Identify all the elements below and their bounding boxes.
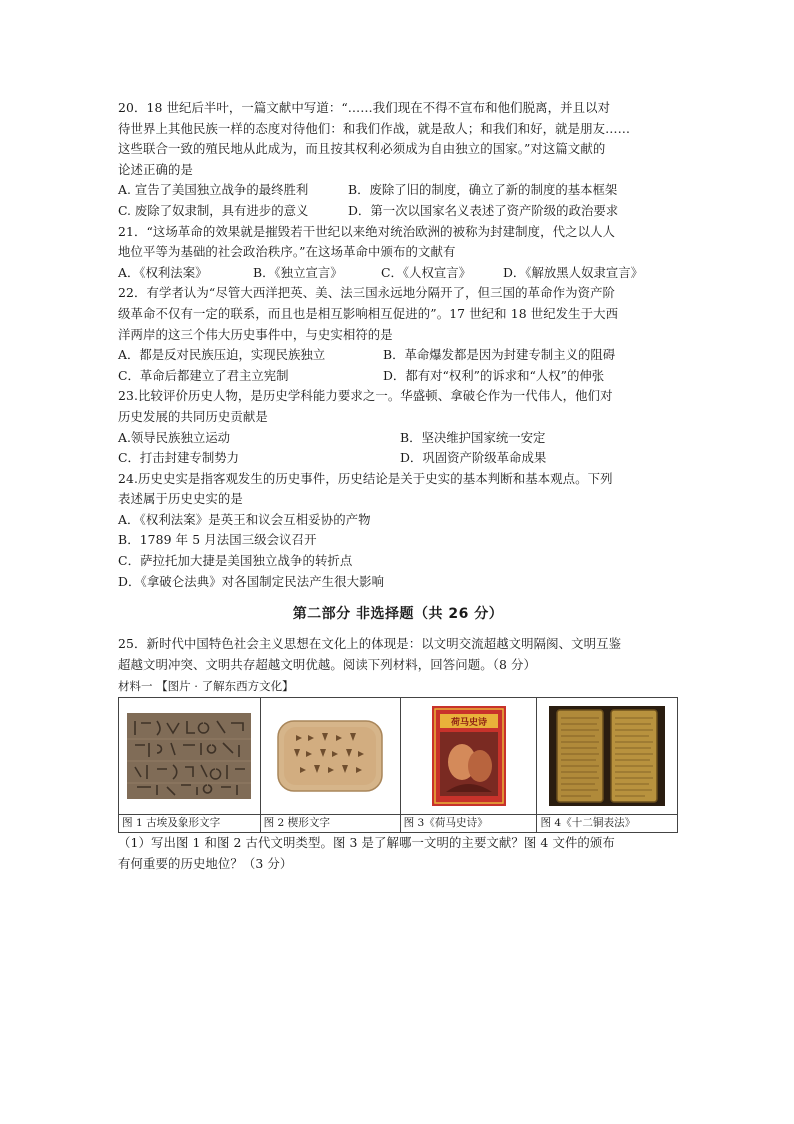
option-row — [118, 428, 678, 449]
figure-4-caption: 图 4《十二铜表法》 — [537, 815, 678, 833]
option-d: D．《拿破仑法典》对各国制定民法产生很大影响 — [118, 573, 385, 589]
question-text-line: 这些联合一致的殖民地从此成为，而且按其权利必须成为自由独立的国家。”对这篇文献的 — [118, 141, 606, 157]
figure-table — [118, 697, 678, 833]
option-c: C．萨拉托加大捷是美国独立战争的转折点 — [118, 553, 353, 569]
option-d: D．都有对“权利”的诉求和“人权”的伸张 — [383, 367, 605, 383]
hieroglyph-stone-image — [127, 713, 251, 799]
question-text-line: 洋两岸的这三个伟大历史事件中，与史实相符的是 — [118, 326, 393, 342]
question-25 — [118, 634, 678, 874]
option-row — [118, 345, 678, 366]
figure-3-cell — [400, 698, 537, 815]
figure-4-cell — [537, 698, 678, 815]
option-a: A. 宣告了美国独立战争的最终胜利 — [118, 182, 309, 198]
option-a: A.领导民族独立运动 — [118, 429, 231, 445]
option-a: A．《权利法案》 — [118, 264, 208, 280]
option-b: B．废除了旧的制度，确立了新的制度的基本框架 — [348, 182, 618, 198]
material-label: 材料一 【图片 · 了解东西方文化】 — [118, 679, 294, 694]
question-21 — [118, 222, 678, 284]
option-row — [118, 180, 678, 201]
question-22 — [118, 283, 678, 386]
question-24 — [118, 469, 678, 593]
question-text-line: 待世界上其他民族一样的态度对待他们：和我们作战，就是敌人；和我们和好，就是朋友…… — [118, 120, 631, 136]
figure-2-caption: 图 2 楔形文字 — [260, 815, 400, 833]
figure-2-cell — [260, 698, 400, 815]
option-c: C．打击封建专制势力 — [118, 450, 239, 466]
option-a: A．都是反对民族压迫，实现民族独立 — [118, 347, 326, 363]
question-text-line: 超越文明冲突、文明共存超越文明优越。阅读下列材料，回答问题。（8 分） — [118, 656, 537, 672]
question-text-line: 25．新时代中国特色社会主义思想在文化上的体现是：以文明交流超越文明隔阂、文明互鉴 — [118, 636, 622, 652]
question-20 — [118, 98, 678, 222]
option-b: B．1789 年 5 月法国三级会议召开 — [118, 532, 317, 548]
question-text-line: 20．18 世纪后半叶，一篇文献中写道：“……我们现在不得不宣布和他们脱离，并且以对 — [118, 100, 611, 115]
question-text-line: 级革命不仅有一定的联系，而且也是相互影响相互促进的”。17 世纪和 18 世纪发生于大西 — [118, 305, 619, 321]
figure-1-caption: 图 1 古埃及象形文字 — [119, 815, 261, 833]
book-cover-title: 荷马史诗 — [450, 718, 487, 729]
figure-1-cell — [119, 698, 261, 815]
sub-question-text-line: 有何重要的历史地位？（3 分） — [118, 856, 293, 872]
section-title: 第二部分 非选择题（共 26 分） — [292, 606, 504, 623]
option-row — [118, 201, 678, 222]
option-d: D．巩固资产阶级革命成果 — [400, 450, 547, 466]
option-d: D．第一次以国家名义表述了资产阶级的政治要求 — [348, 202, 619, 218]
sub-question-text-line: （1）写出图 1 和图 2 古代文明类型。图 3 是了解哪一文明的主要文献？图 4 文件的颁布 — [118, 835, 615, 851]
question-23 — [118, 386, 678, 468]
question-text-line: 23.比较评价历史人物，是历史学科能力要求之一。华盛顿、拿破仑作为一代伟人，他们对 — [118, 388, 613, 404]
question-text-line: 21．“这场革命的效果就是摧毁若干世纪以来绝对统治欧洲的被称为封建制度，代之以人人 — [118, 223, 616, 239]
option-row — [118, 263, 678, 284]
option-c: C．《人权宣言》 — [381, 264, 472, 280]
option-c: C. 废除了奴隶制，具有进步的意义 — [118, 202, 309, 218]
option-d: D．《解放黑人奴隶宣言》 — [503, 264, 644, 280]
option-b: B．《独立宣言》 — [253, 264, 343, 280]
figure-3-caption: 图 3《荷马史诗》 — [400, 815, 537, 833]
cuneiform-tablet-image — [274, 717, 386, 795]
question-text-line: 22．有学者认为“尽管大西洋把英、美、法三国永远地分隔开了，但三国的革命作为资产阶 — [118, 285, 616, 301]
option-a: A．《权利法案》是英王和议会互相妥协的产物 — [118, 511, 371, 527]
question-text-line: 表述属于历史史实的是 — [118, 491, 243, 507]
option-c: C．革命后都建立了君主立宪制 — [118, 367, 289, 383]
question-text-line: 24.历史史实是指客观发生的历史事件，历史结论是关于史实的基本判断和基本观点。下列 — [118, 470, 613, 486]
question-text-line: 地位平等为基础的社会政治秩序。”在这场革命中颁布的文献有 — [118, 244, 456, 260]
option-b: B．革命爆发都是因为封建专制主义的阻碍 — [383, 347, 616, 363]
twelve-tables-bronze-image — [549, 706, 665, 806]
question-text-line: 论述正确的是 — [118, 161, 193, 177]
option-row — [118, 366, 678, 387]
homer-epic-book-cover-image — [432, 706, 506, 806]
option-row — [118, 448, 678, 469]
page-content — [118, 98, 678, 875]
question-text-line: 历史发展的共同历史贡献是 — [118, 408, 268, 424]
option-b: B．坚决维护国家统一安定 — [400, 429, 546, 445]
